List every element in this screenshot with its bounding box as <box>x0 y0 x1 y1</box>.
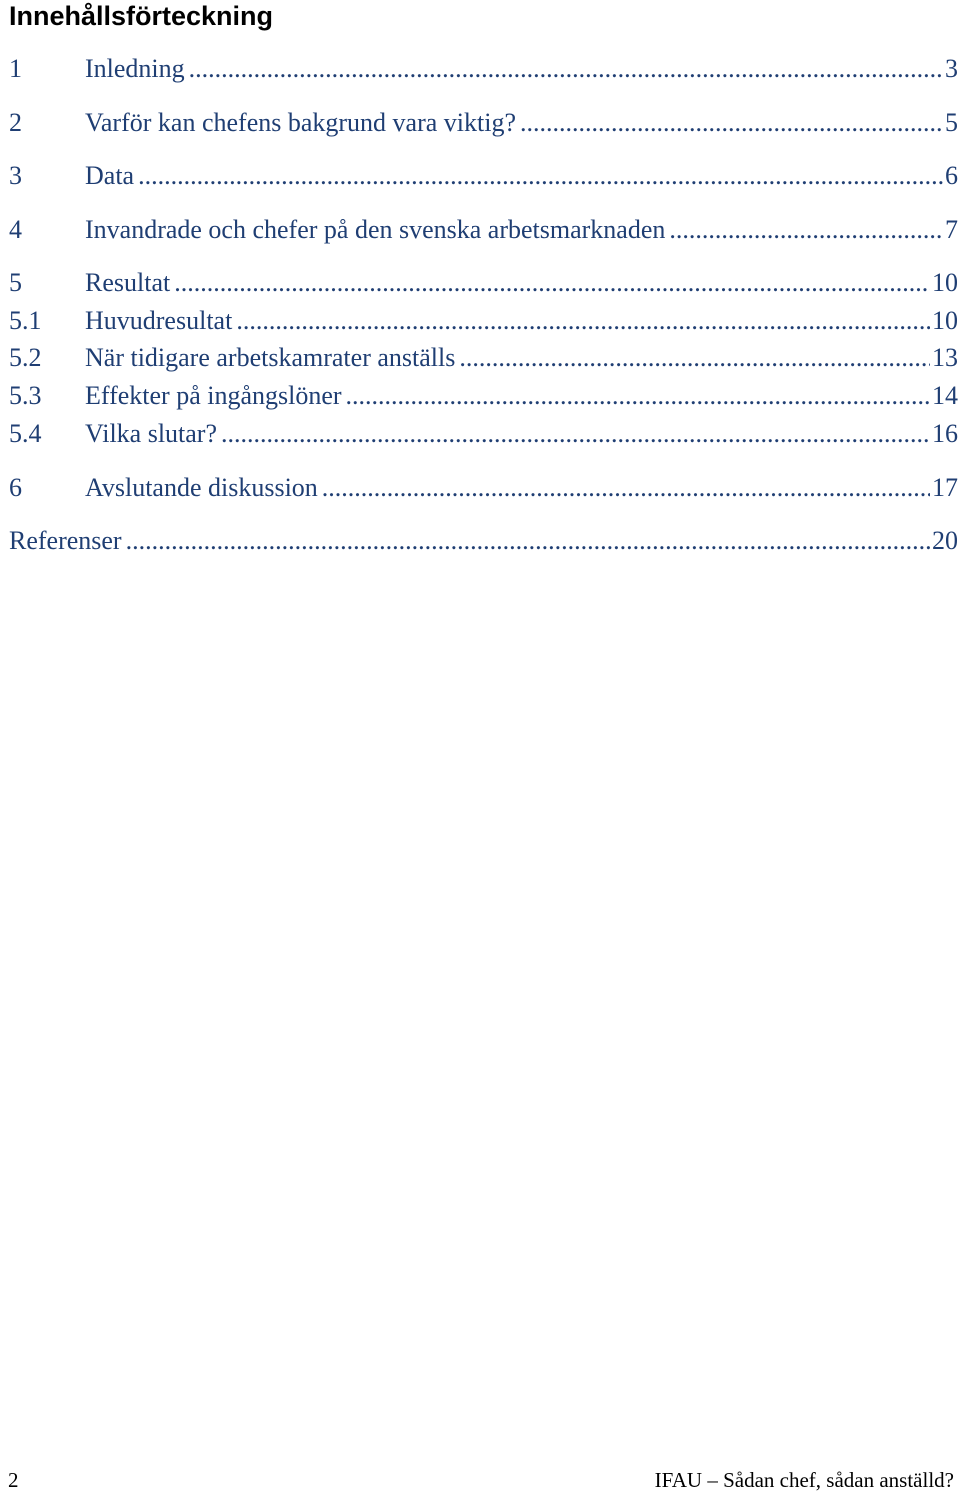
toc-entry-text: Referenser <box>9 526 122 555</box>
toc-entry-4[interactable] <box>9 213 958 247</box>
toc-entry-number: 5 <box>9 268 22 297</box>
toc-entry-5-4[interactable] <box>9 417 958 451</box>
toc-dot-leader <box>520 106 943 140</box>
toc-entry-number: 5.4 <box>9 419 42 448</box>
toc-entry-number: 3 <box>9 161 22 190</box>
toc-entry-page: 20 <box>932 526 958 555</box>
toc-dot-leader <box>138 159 943 193</box>
toc-entry-3[interactable] <box>9 159 958 193</box>
toc-entry-number: 2 <box>9 108 22 137</box>
toc-entry-text: Avslutande diskussion <box>85 473 318 502</box>
toc-entry-page: 5 <box>945 108 958 137</box>
toc-entry-number: 5.1 <box>9 306 42 335</box>
toc-entry-number: 5.2 <box>9 343 42 372</box>
toc-entry-2[interactable] <box>9 106 958 140</box>
toc-entry-6[interactable] <box>9 471 958 505</box>
toc-entry-page: 10 <box>932 268 958 297</box>
toc-entry-text: Data <box>85 161 135 190</box>
toc-entry-text: Vilka slutar? <box>85 419 218 448</box>
toc-entry-text: Invandrade och chefer på den svenska arbetsmarknaden <box>85 215 666 244</box>
toc-entry-page: 3 <box>945 54 958 83</box>
toc-dot-leader <box>322 471 930 505</box>
toc-entry-5-1[interactable] <box>9 304 958 338</box>
toc-entry-number: 5.3 <box>9 381 42 410</box>
toc-entry-text: När tidigare arbetskamrater anställs <box>85 343 456 372</box>
toc-entry-5-3[interactable] <box>9 379 958 413</box>
toc-entry-page: 13 <box>932 343 958 372</box>
toc-entry-number: 4 <box>9 215 22 244</box>
toc-entry-text: Huvudresultat <box>85 306 233 335</box>
toc-entry-page: 16 <box>932 419 958 448</box>
toc-dot-leader <box>459 341 930 375</box>
toc-entry-text: Varför kan chefens bakgrund vara viktig? <box>85 108 516 137</box>
toc-entry-text: Inledning <box>85 54 185 83</box>
toc-entry-5-2[interactable] <box>9 341 958 375</box>
toc-entry-number: 6 <box>9 473 22 502</box>
toc-entry-page: 14 <box>932 381 958 410</box>
toc-dot-leader <box>221 417 930 451</box>
toc-dot-leader <box>236 304 930 338</box>
toc-entry-1[interactable] <box>9 52 958 86</box>
toc-entry-5[interactable] <box>9 266 958 300</box>
toc-entry-text: Effekter på ingångslöner <box>85 381 342 410</box>
footer-page-number: 2 <box>8 1468 19 1492</box>
toc-entry-referenser[interactable] <box>9 524 958 558</box>
toc-entry-page: 10 <box>932 306 958 335</box>
toc-entry-page: 6 <box>945 161 958 190</box>
toc-entry-page: 17 <box>932 473 958 502</box>
toc-entry-number: 1 <box>9 54 22 83</box>
footer-running-title: IFAU – Sådan chef, sådan anställd? <box>654 1468 954 1492</box>
toc-dot-leader <box>189 52 943 86</box>
toc-dot-leader <box>669 213 943 247</box>
toc-entry-text: Resultat <box>85 268 171 297</box>
toc-dot-leader <box>174 266 930 300</box>
toc-entry-page: 7 <box>945 215 958 244</box>
toc-dot-leader <box>346 379 930 413</box>
toc-dot-leader <box>126 524 930 558</box>
toc-title: Innehållsförteckning <box>9 1 274 31</box>
